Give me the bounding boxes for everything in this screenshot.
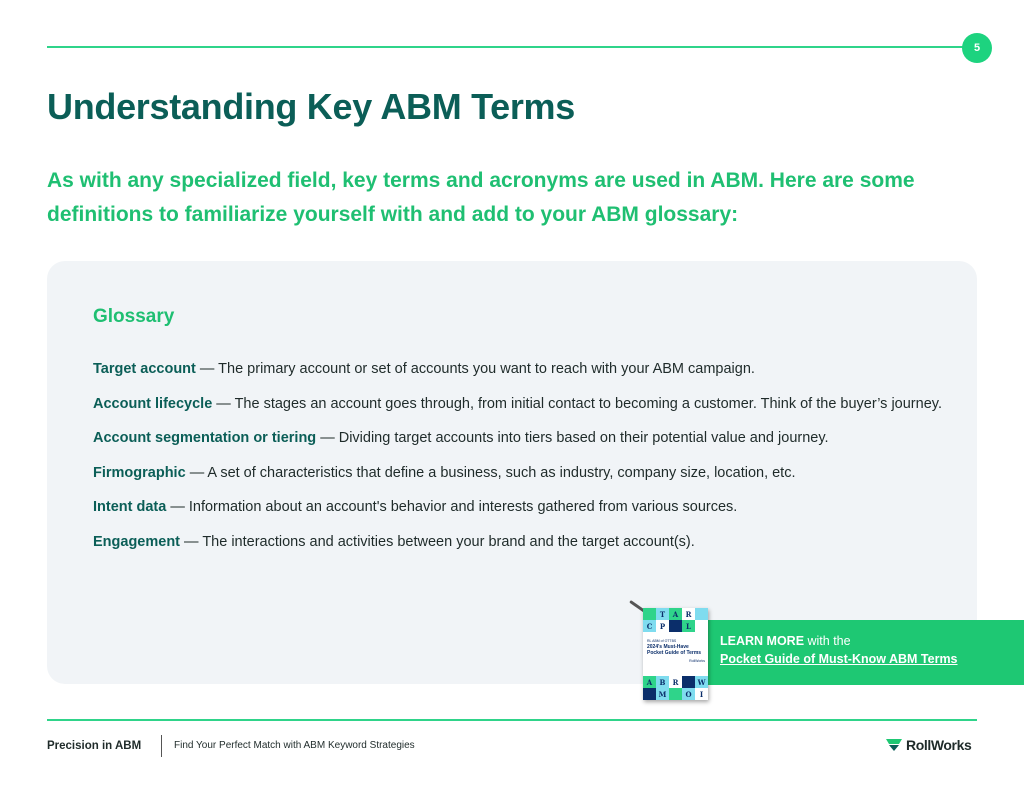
cover-title-block bbox=[647, 638, 705, 664]
bottom-divider bbox=[47, 719, 977, 721]
term-name: Target account bbox=[93, 361, 196, 377]
term-definition: — The interactions and activities between your brand and the target account(s). bbox=[184, 533, 695, 550]
cta-bold-label: LEARN MORE bbox=[720, 634, 805, 648]
cover-letter-tile bbox=[669, 620, 682, 632]
term-name: Engagement bbox=[93, 533, 181, 550]
cover-letter-tile: T bbox=[656, 608, 669, 620]
cover-letter-row-top bbox=[643, 608, 708, 620]
glossary-item-firmographic bbox=[93, 462, 943, 484]
cover-letter-tile: A bbox=[643, 676, 656, 688]
term-definition: — A set of characteristics that define a business, such as industry, company size, location, etc. bbox=[189, 464, 796, 481]
cover-subtitle: RL ABM of OTTBS bbox=[647, 639, 677, 643]
cover-letter-tile: A bbox=[669, 608, 682, 620]
page-number-badge: 5 bbox=[962, 33, 992, 63]
glossary-item-engagement bbox=[93, 531, 943, 553]
cover-letter-row-bottom bbox=[643, 688, 708, 700]
term-definition: — Dividing target accounts into tiers based on their potential value and journey. bbox=[320, 430, 829, 446]
cover-letter-row-2 bbox=[643, 620, 708, 632]
cover-letter-tile: R bbox=[669, 676, 682, 688]
footer-separator bbox=[161, 735, 162, 757]
intro-paragraph: As with any specialized field, key terms and acronyms are used in ABM. Here are some definitions to familiarize yourself with and add to your ABM glossary: bbox=[47, 169, 915, 226]
cover-brand: RollWorks bbox=[689, 659, 705, 663]
top-divider bbox=[47, 46, 967, 48]
cta-rest-label: with the bbox=[804, 634, 851, 648]
learn-more-banner bbox=[705, 620, 1024, 685]
term-name: Intent data bbox=[93, 499, 167, 515]
footer-document-title: Find Your Perfect Match with ABM Keyword Strategies bbox=[174, 740, 415, 751]
glossary-item-intent-data bbox=[93, 496, 943, 518]
page-title: Understanding Key ABM Terms bbox=[47, 86, 575, 127]
cover-letter-row-3 bbox=[643, 676, 708, 688]
glossary-heading: Glossary bbox=[93, 306, 175, 327]
term-definition: — The stages an account goes through, from initial contact to becoming a customer. Think of the buyer’s journey. bbox=[216, 395, 942, 412]
pocket-guide-cover-image[interactable] bbox=[643, 608, 708, 700]
glossary-list bbox=[93, 358, 943, 565]
rollworks-logo-icon bbox=[886, 739, 902, 751]
footer-section-title: Precision in ABM bbox=[47, 740, 142, 752]
cover-letter-tile bbox=[682, 676, 695, 688]
pocket-guide-link[interactable]: Pocket Guide of Must-Know ABM Terms bbox=[720, 652, 958, 666]
cover-letter-tile: B bbox=[656, 676, 669, 688]
glossary-item-account-lifecycle bbox=[93, 393, 943, 415]
cover-letter-tile: W bbox=[695, 676, 708, 688]
glossary-item-account-segmentation bbox=[93, 427, 943, 449]
cover-letter-tile: I bbox=[695, 688, 708, 700]
logo-text: RollWorks bbox=[906, 737, 972, 753]
cover-letter-tile bbox=[643, 688, 656, 700]
cover-letter-tile: O bbox=[682, 688, 695, 700]
term-name: Account segmentation or tiering bbox=[93, 430, 317, 446]
glossary-item-target-account bbox=[93, 358, 943, 380]
term-definition: — Information about an account's behavior and interests gathered from various sources. bbox=[170, 499, 738, 515]
cover-letter-tile bbox=[695, 620, 708, 632]
cover-letter-tile: R bbox=[682, 608, 695, 620]
term-definition: — The primary account or set of accounts you want to reach with your ABM campaign. bbox=[199, 361, 755, 377]
cover-letter-tile bbox=[643, 608, 656, 620]
term-name: Firmographic bbox=[93, 464, 186, 481]
cover-letter-tile: P bbox=[656, 620, 669, 632]
rollworks-logo bbox=[886, 737, 971, 753]
cover-letter-tile bbox=[695, 608, 708, 620]
cover-letter-tile bbox=[669, 688, 682, 700]
cta-text bbox=[720, 632, 1024, 650]
term-name: Account lifecycle bbox=[93, 395, 213, 412]
cover-letter-tile: C bbox=[643, 620, 656, 632]
cover-letter-tile: M bbox=[656, 688, 669, 700]
cover-letter-tile: L bbox=[682, 620, 695, 632]
cover-title: 2024's Must-Have Pocket Guide of Terms bbox=[647, 644, 702, 656]
